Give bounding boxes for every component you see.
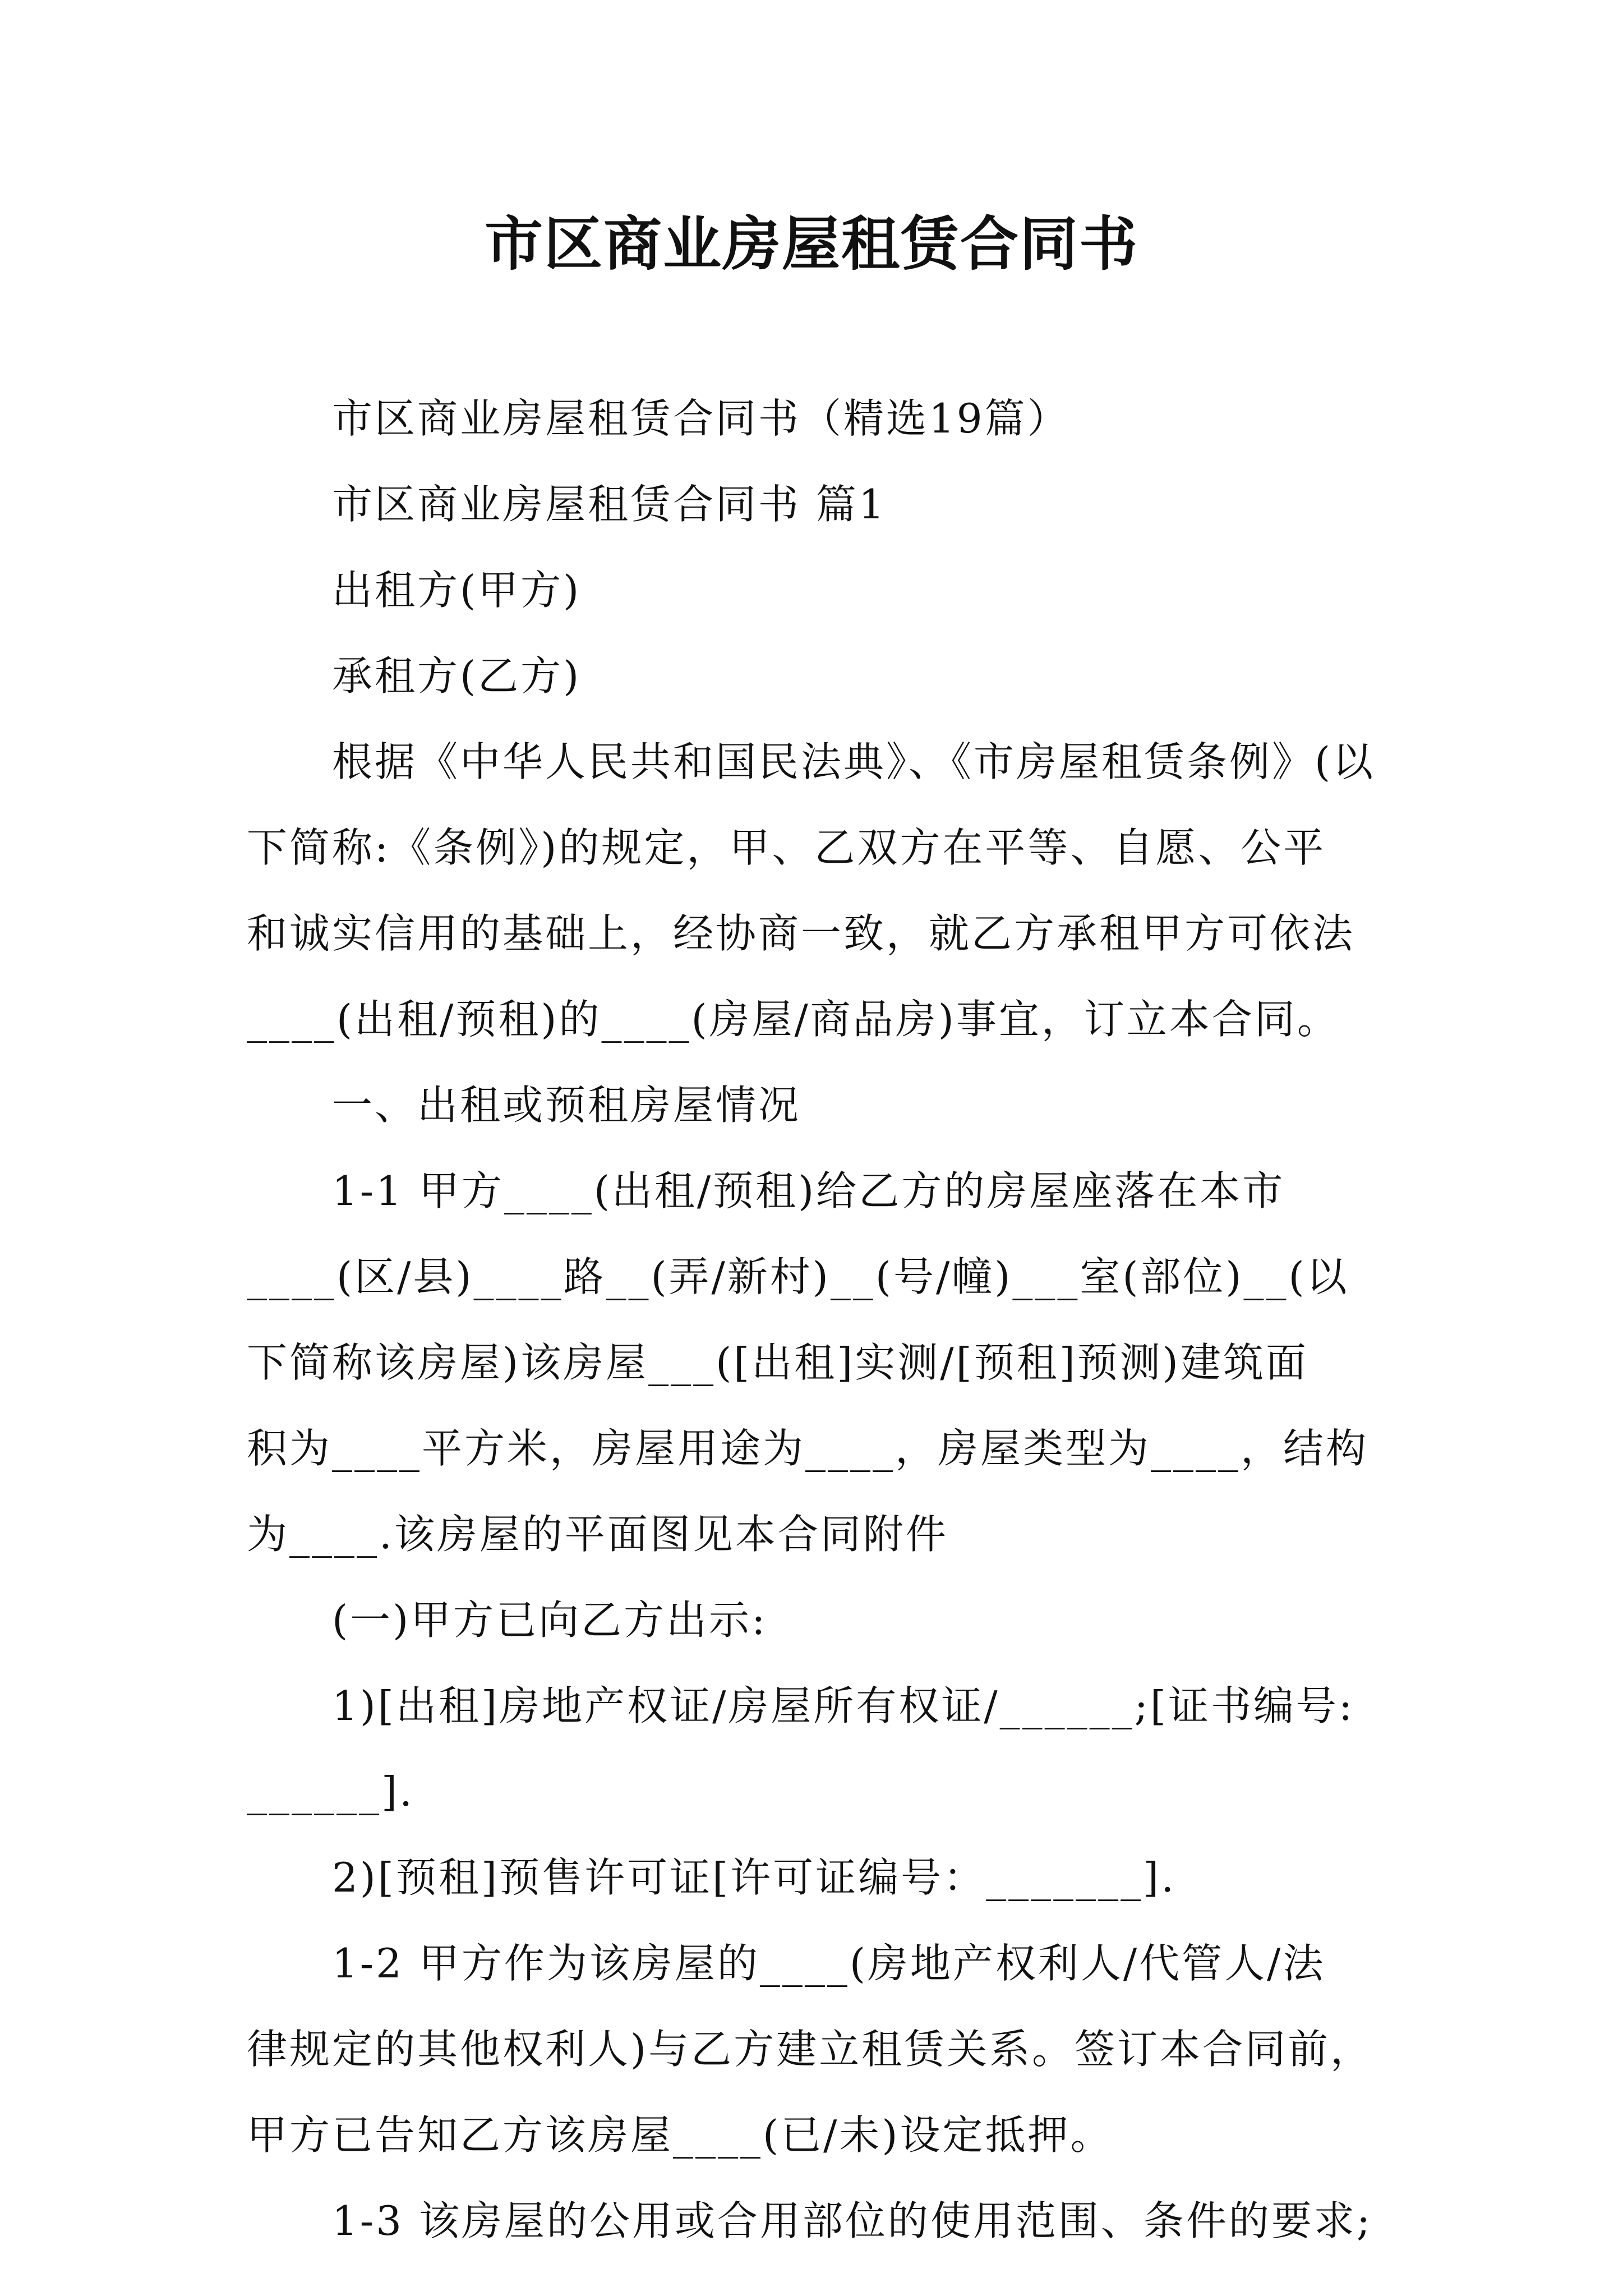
document-title: 市区商业房屋租赁合同书 (484, 209, 1138, 278)
paragraph-line: 1-3 该房屋的公用或合用部位的使用范围、条件的要求; (332, 2197, 1373, 2244)
document-body (247, 376, 1385, 2264)
paragraph-line: 2)[预租]预售许可证[许可证编号：_______]. (332, 1854, 1177, 1901)
paragraph-line: (一)甲方已向乙方出示: (332, 1596, 768, 1644)
paragraph-line: 1)[出租]房地产权证/房屋所有权证/______;[证书编号: (332, 1682, 1355, 1729)
paragraph-line: 1-2 甲方作为该房屋的____(房地产权利人/代管人/法 (332, 1940, 1326, 1987)
paragraph-line: 1-1 甲方____(出租/预租)给乙方的房屋座落在本市 (332, 1167, 1285, 1214)
paragraph-line: 为____.该房屋的平面图见本合同附件 (247, 1511, 948, 1558)
paragraph-line: 甲方已告知乙方该房屋____(已/未)设定抵押。 (247, 2111, 1113, 2159)
paragraph-line: ____(出租/预租)的____(房屋/商品房)事宜，订立本合同。 (247, 996, 1340, 1043)
paragraph-line: 积为____平方米，房屋用途为____，房屋类型为____，结构 (247, 1425, 1369, 1472)
paragraph-line: 根据《中华人民共和国民法典》、《市房屋租赁条例》(以 (332, 738, 1376, 785)
paragraph-line: ______]. (247, 1768, 414, 1815)
paragraph-section-heading: 市区商业房屋租赁合同书 篇1 (332, 481, 887, 528)
paragraph-line: 下简称:《条例》)的规定，甲、乙双方在平等、自愿、公平 (247, 824, 1326, 871)
paragraph-lessor: 出租方(甲方) (332, 567, 582, 614)
paragraph-subtitle: 市区商业房屋租赁合同书（精选19篇） (332, 395, 1070, 442)
paragraph-line: 和诚实信用的基础上，经协商一致，就乙方承租甲方可依法 (247, 910, 1355, 957)
section-heading: 一、出租或预租房屋情况 (332, 1082, 801, 1129)
paragraph-line: 下简称该房屋)该房屋___([出租]实测/[预租]预测)建筑面 (247, 1339, 1308, 1386)
paragraph-line: 律规定的其他权利人)与乙方建立租赁关系。签订本合同前， (247, 2026, 1373, 2073)
paragraph-lessee: 承租方(乙方) (332, 652, 582, 700)
paragraph-line: ____(区/县)____路__(弄/新村)__(号/幢)___室(部位)__(以 (247, 1253, 1349, 1300)
